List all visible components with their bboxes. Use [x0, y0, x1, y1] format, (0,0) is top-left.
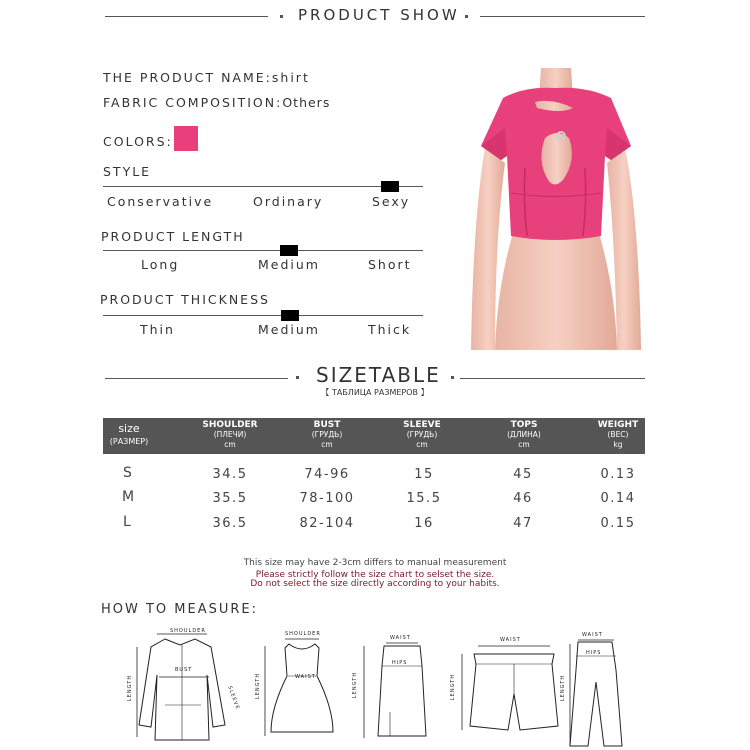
cell-size: S	[123, 465, 132, 481]
label-length: LENGTH	[450, 673, 457, 701]
scale-option-conservative: Conservative	[107, 194, 214, 209]
label-length: LENGTH	[560, 674, 567, 702]
header-rule-left	[105, 16, 268, 17]
sizetable-rule-right	[460, 378, 645, 379]
th-tops-label: TOPS	[510, 420, 538, 430]
product-name-label: THE PRODUCT NAME:	[103, 70, 272, 85]
th-weight	[583, 420, 653, 450]
scale-line-thickness	[103, 315, 423, 316]
note-habits: Do not select the size directly according to your habits.	[250, 579, 500, 589]
scale-option-thin: Thin	[140, 322, 175, 337]
diagram-dress	[255, 628, 335, 743]
cell-size: M	[122, 489, 135, 505]
th-bust-unit: cm	[321, 440, 333, 449]
product-name-value: shirt	[271, 70, 310, 85]
th-size-label: size	[118, 422, 140, 435]
page-title: PRODUCT SHOW	[298, 6, 460, 24]
scale-option-medium-2: Medium	[258, 322, 320, 337]
label-waist: WAIST	[390, 635, 411, 641]
scale-option-thick: Thick	[368, 322, 412, 337]
th-tops-unit: cm	[518, 440, 530, 449]
product-name-row	[103, 70, 310, 85]
scale-marker-length	[280, 245, 298, 256]
jacket-icon	[125, 625, 255, 745]
label-waist: WAIST	[295, 674, 316, 680]
scale-title-length: PRODUCT LENGTH	[101, 229, 245, 244]
label-hips: HIPS	[392, 660, 408, 666]
scale-title-thickness: PRODUCT THICKNESS	[100, 292, 270, 307]
pants-icon	[560, 630, 630, 748]
colors-label: COLORS:	[103, 134, 173, 149]
th-size-sub: (РАЗМЕР)	[109, 437, 149, 446]
th-tops	[489, 420, 559, 450]
scale-option-sexy: Sexy	[372, 194, 411, 209]
dress-icon	[255, 628, 335, 743]
cell-weight: 0.13	[600, 467, 636, 482]
scale-option-medium: Medium	[258, 257, 320, 272]
th-tops-sub: (ДЛИНА)	[507, 430, 541, 439]
label-sleeve: SLEEVE	[226, 685, 241, 711]
color-swatch-pink[interactable]	[174, 126, 198, 151]
scale-line-style	[103, 186, 423, 187]
label-waist: WAIST	[582, 632, 603, 638]
sizetable-dot-right	[451, 376, 454, 379]
cell-weight: 0.15	[600, 516, 636, 531]
th-weight-unit: kg	[613, 440, 623, 449]
cell-tops: 47	[513, 516, 533, 531]
note-strict: Please strictly follow the size chart to selset the size.	[255, 570, 495, 580]
sizetable-rule-left	[105, 378, 288, 379]
th-bust-label: BUST	[313, 420, 341, 430]
product-photo	[465, 68, 646, 350]
th-bust-sub: (ГРУДЬ)	[311, 430, 343, 439]
th-shoulder-sub: (ПЛЕЧИ)	[213, 430, 247, 439]
label-shoulder: SHOULDER	[170, 628, 206, 634]
scale-marker-style	[381, 181, 399, 192]
cell-sleeve: 15.5	[406, 491, 442, 506]
cell-tops: 46	[513, 491, 533, 506]
scale-marker-thickness	[281, 310, 299, 321]
note-measurement: This size may have 2-3cm differs to manual measurement	[243, 558, 507, 568]
diagram-skirt	[350, 632, 430, 742]
header-dot-right	[465, 15, 468, 18]
header-rule-right	[480, 16, 645, 17]
cell-shoulder: 36.5	[212, 516, 248, 531]
th-shoulder-label: SHOULDER	[202, 420, 258, 430]
fabric-row	[103, 95, 330, 110]
cell-bust: 82-104	[299, 516, 355, 531]
label-shoulder: SHOULDER	[285, 631, 321, 637]
th-sleeve-label: SLEEVE	[403, 420, 441, 430]
diagram-pants	[560, 630, 630, 748]
th-shoulder-unit: cm	[224, 440, 236, 449]
scale-line-length	[103, 250, 423, 251]
cell-bust: 78-100	[299, 491, 355, 506]
cell-size: L	[123, 514, 131, 530]
sizetable-dot-left	[296, 376, 299, 379]
th-sleeve-unit: cm	[416, 440, 428, 449]
cell-sleeve: 15	[414, 467, 434, 482]
size-table-header	[103, 418, 645, 454]
label-hips: HIPS	[586, 650, 602, 656]
scale-option-short: Short	[368, 257, 412, 272]
cell-weight: 0.14	[600, 491, 636, 506]
how-to-measure-title: HOW TO MEASURE:	[101, 602, 259, 617]
label-length: LENGTH	[255, 672, 262, 700]
th-sleeve-sub: (ГРУДЬ)	[406, 430, 438, 439]
th-weight-sub: (ВЕС)	[607, 430, 629, 439]
scale-option-long: Long	[141, 257, 180, 272]
label-bust: BUST	[175, 667, 193, 673]
scale-option-ordinary: Ordinary	[253, 194, 324, 209]
cell-bust: 74-96	[304, 467, 350, 482]
header-dot-left	[280, 15, 283, 18]
label-waist: WAIST	[500, 637, 521, 643]
th-shoulder	[195, 420, 265, 450]
label-length: LENGTH	[127, 674, 134, 702]
cell-sleeve: 16	[414, 516, 434, 531]
fabric-value: Others	[282, 95, 331, 110]
cell-tops: 45	[513, 467, 533, 482]
label-length: LENGTH	[352, 671, 359, 699]
shorts-icon	[450, 634, 560, 734]
cell-shoulder: 35.5	[212, 491, 248, 506]
mannequin-illustration	[465, 68, 646, 350]
scale-title-style: STYLE	[103, 164, 152, 179]
th-weight-label: WEIGHT	[597, 420, 639, 430]
th-bust	[292, 420, 362, 450]
diagram-shorts	[450, 634, 560, 734]
th-sleeve	[387, 420, 457, 450]
cell-shoulder: 34.5	[212, 467, 248, 482]
th-size	[105, 422, 153, 448]
skirt-icon	[350, 632, 430, 742]
fabric-label: FABRIC COMPOSITION:	[103, 95, 283, 110]
diagram-jacket	[125, 625, 255, 745]
sizetable-title: SIZETABLE	[316, 363, 441, 387]
sizetable-subtitle: 【 ТАБЛИЦА РАЗМЕРОВ 】	[321, 388, 429, 397]
